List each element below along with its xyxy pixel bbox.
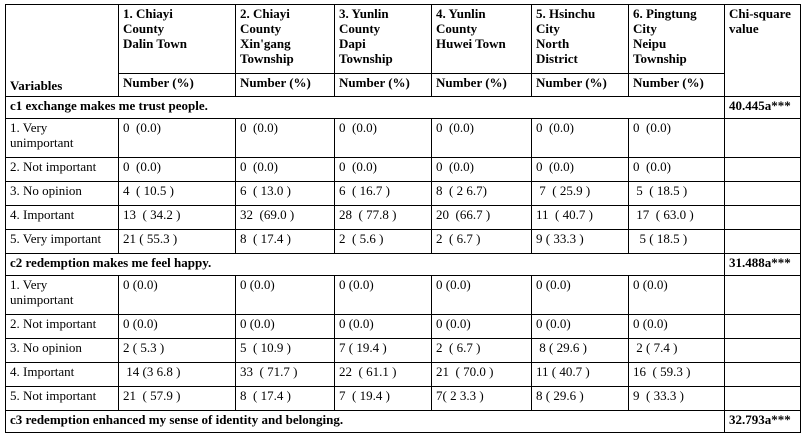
table-cell: 32 (69.0 ) bbox=[236, 206, 335, 230]
table-cell: 0 (0.0) bbox=[119, 315, 236, 339]
table-row bbox=[6, 363, 801, 387]
table-cell: 0 (0.0) bbox=[629, 276, 725, 315]
column-header-huwei: 4. Yunlin County Huwei Town bbox=[432, 5, 532, 74]
table-cell: 6 ( 16.7 ) bbox=[335, 182, 432, 206]
table-cell: 17 ( 63.0 ) bbox=[629, 206, 725, 230]
table-cell: 11 ( 40.7 ) bbox=[532, 363, 629, 387]
number-pct-header: Number (%) bbox=[236, 74, 335, 97]
table-cell: 0 (0.0) bbox=[335, 315, 432, 339]
table-cell: 7 ( 19.4 ) bbox=[335, 339, 432, 363]
table-row bbox=[6, 339, 801, 363]
table-cell: 21 ( 55.3 ) bbox=[119, 230, 236, 254]
row-label: 2. Not important bbox=[6, 315, 119, 339]
table-cell: 5 ( 10.9 ) bbox=[236, 339, 335, 363]
table-cell: 0 (0.0) bbox=[236, 119, 335, 158]
table-cell: 2 ( 6.7 ) bbox=[432, 230, 532, 254]
number-pct-header: Number (%) bbox=[432, 74, 532, 97]
table-cell: 0 (0.0) bbox=[335, 119, 432, 158]
chi-square-empty bbox=[725, 387, 801, 411]
row-label: 3. No opinion bbox=[6, 339, 119, 363]
table-row bbox=[6, 182, 801, 206]
chi-square-value: 31.488a*** bbox=[725, 254, 801, 276]
chi-square-empty bbox=[725, 182, 801, 206]
number-pct-header: Number (%) bbox=[629, 74, 725, 97]
table-cell: 0 (0.0) bbox=[432, 119, 532, 158]
table-row bbox=[6, 158, 801, 182]
table-row bbox=[6, 206, 801, 230]
table-cell: 13 ( 34.2 ) bbox=[119, 206, 236, 230]
table-cell: 14 (3 6.8 ) bbox=[119, 363, 236, 387]
table-cell: 16 ( 59.3 ) bbox=[629, 363, 725, 387]
table-cell: 2 ( 5.6 ) bbox=[335, 230, 432, 254]
table-cell: 5 ( 18.5 ) bbox=[629, 182, 725, 206]
table-cell: 8 ( 29.6 ) bbox=[532, 387, 629, 411]
table-cell: 0 (0.0) bbox=[335, 276, 432, 315]
table-cell: 11 ( 40.7 ) bbox=[532, 206, 629, 230]
number-pct-header: Number (%) bbox=[532, 74, 629, 97]
table-cell: 2 ( 6.7 ) bbox=[432, 339, 532, 363]
table-cell: 0 (0.0) bbox=[432, 158, 532, 182]
chi-square-empty bbox=[725, 206, 801, 230]
table-cell: 9 ( 33.3 ) bbox=[532, 230, 629, 254]
chi-square-empty bbox=[725, 230, 801, 254]
table-cell: 0 (0.0) bbox=[532, 158, 629, 182]
table-cell: 0 (0.0) bbox=[432, 315, 532, 339]
table-cell: 0 (0.0) bbox=[532, 315, 629, 339]
table-row bbox=[6, 387, 801, 411]
section-title: c3 redemption enhanced my sense of identity and belonging. bbox=[6, 411, 725, 433]
table-cell: 8 ( 2 6.7) bbox=[432, 182, 532, 206]
table-row bbox=[6, 276, 801, 315]
table-cell: 5 ( 18.5 ) bbox=[629, 230, 725, 254]
number-pct-header: Number (%) bbox=[335, 74, 432, 97]
chi-square-value: 40.445a*** bbox=[725, 97, 801, 119]
table-cell: 7( 2 3.3 ) bbox=[432, 387, 532, 411]
chi-square-header: Chi-square value bbox=[725, 5, 801, 97]
row-label: 4. Important bbox=[6, 206, 119, 230]
row-label: 2. Not important bbox=[6, 158, 119, 182]
header-row bbox=[6, 5, 801, 74]
table-cell: 2 ( 5.3 ) bbox=[119, 339, 236, 363]
column-header-dapi: 3. Yunlin County Dapi Township bbox=[335, 5, 432, 74]
table-cell: 0 (0.0) bbox=[236, 158, 335, 182]
table-cell: 0 (0.0) bbox=[629, 315, 725, 339]
table-cell: 22 ( 61.1 ) bbox=[335, 363, 432, 387]
subheader-row bbox=[6, 74, 801, 97]
chi-square-empty bbox=[725, 119, 801, 158]
table-cell: 8 ( 17.4 ) bbox=[236, 230, 335, 254]
table-cell: 8 ( 17.4 ) bbox=[236, 387, 335, 411]
table-cell: 7 ( 25.9 ) bbox=[532, 182, 629, 206]
table-row bbox=[6, 119, 801, 158]
table-cell: 0 (0.0) bbox=[119, 158, 236, 182]
chi-square-value: 32.793a*** bbox=[725, 411, 801, 433]
chi-square-empty bbox=[725, 158, 801, 182]
table-cell: 2 ( 7.4 ) bbox=[629, 339, 725, 363]
row-label: 1. Very unimportant bbox=[6, 276, 119, 315]
table-cell: 9 ( 33.3 ) bbox=[629, 387, 725, 411]
section-title: c2 redemption makes me feel happy. bbox=[6, 254, 725, 276]
table-cell: 0 (0.0) bbox=[629, 158, 725, 182]
table-cell: 28 ( 77.8 ) bbox=[335, 206, 432, 230]
row-label: 1. Very unimportant bbox=[6, 119, 119, 158]
column-header-north-district: 5. Hsinchu City North District bbox=[532, 5, 629, 74]
number-pct-header: Number (%) bbox=[119, 74, 236, 97]
chi-square-empty bbox=[725, 276, 801, 315]
table-cell: 6 ( 13.0 ) bbox=[236, 182, 335, 206]
table-row bbox=[6, 315, 801, 339]
table-cell: 4 ( 10.5 ) bbox=[119, 182, 236, 206]
table-cell: 21 ( 70.0 ) bbox=[432, 363, 532, 387]
table-cell: 0 (0.0) bbox=[335, 158, 432, 182]
table-cell: 7 ( 19.4 ) bbox=[335, 387, 432, 411]
column-header-neipu: 6. Pingtung City Neipu Township bbox=[629, 5, 725, 74]
row-label: 5. Very important bbox=[6, 230, 119, 254]
table-cell: 21 ( 57.9 ) bbox=[119, 387, 236, 411]
statistics-table bbox=[5, 4, 801, 433]
row-label: 4. Important bbox=[6, 363, 119, 387]
table-cell: 20 (66.7 ) bbox=[432, 206, 532, 230]
row-label: 5. Not important bbox=[6, 387, 119, 411]
row-label: 3. No opinion bbox=[6, 182, 119, 206]
section-row bbox=[6, 97, 801, 119]
table-cell: 0 (0.0) bbox=[532, 119, 629, 158]
column-header-dalin: 1. Chiayi County Dalin Town bbox=[119, 5, 236, 74]
table-cell: 8 ( 29.6 ) bbox=[532, 339, 629, 363]
table-cell: 0 (0.0) bbox=[432, 276, 532, 315]
chi-square-empty bbox=[725, 315, 801, 339]
table-cell: 0 (0.0) bbox=[119, 276, 236, 315]
variables-header: Variables bbox=[6, 5, 119, 97]
column-header-xingang: 2. Chiayi County Xin'gang Township bbox=[236, 5, 335, 74]
section-row bbox=[6, 254, 801, 276]
section-row bbox=[6, 411, 801, 433]
chi-square-empty bbox=[725, 339, 801, 363]
table-cell: 0 (0.0) bbox=[629, 119, 725, 158]
table-cell: 0 (0.0) bbox=[532, 276, 629, 315]
chi-square-empty bbox=[725, 363, 801, 387]
table-cell: 33 ( 71.7 ) bbox=[236, 363, 335, 387]
table-cell: 0 (0.0) bbox=[236, 315, 335, 339]
section-title: c1 exchange makes me trust people. bbox=[6, 97, 725, 119]
table-row bbox=[6, 230, 801, 254]
table-cell: 0 (0.0) bbox=[119, 119, 236, 158]
table-cell: 0 (0.0) bbox=[236, 276, 335, 315]
